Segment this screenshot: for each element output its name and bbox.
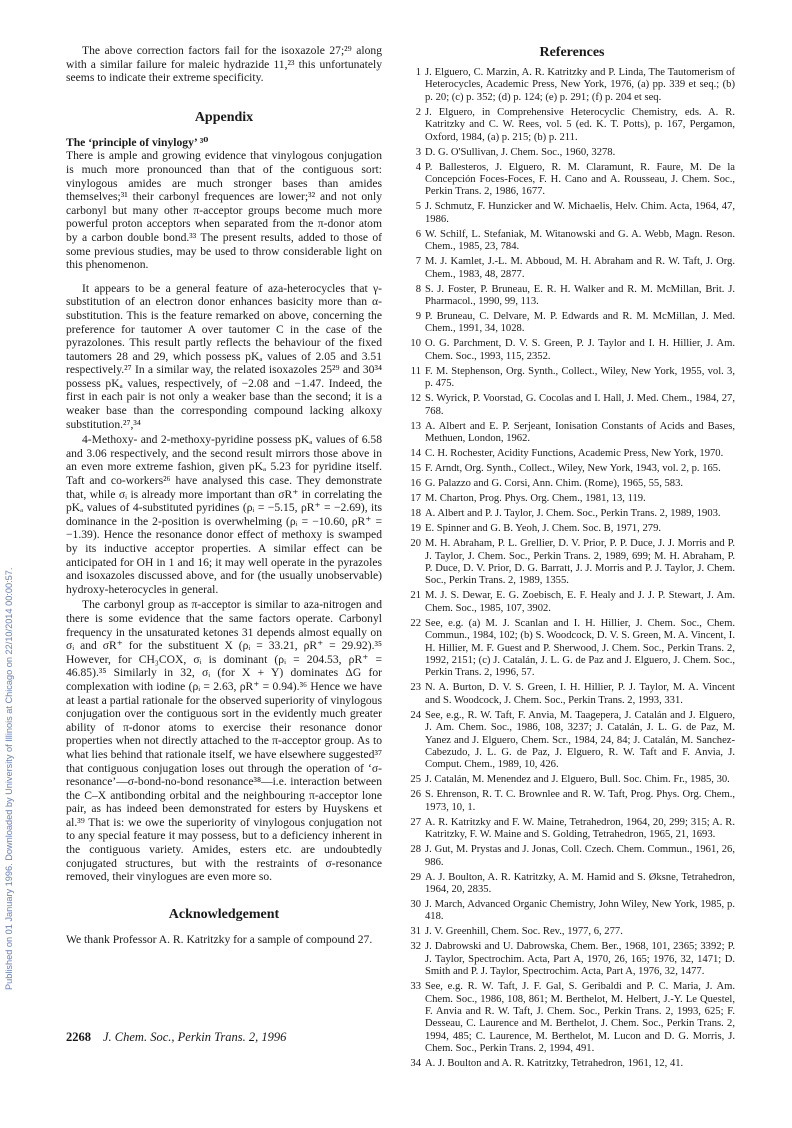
reference-number: 29: [410, 871, 421, 883]
reference-number: 9: [415, 311, 421, 323]
reference-text: S. Ehrenson, R. T. C. Brownlee and R. W. Taft, Prog. Phys. Org. Chem., 1973, 10, 1.: [425, 789, 735, 813]
journal-citation: J. Chem. Soc., Perkin Trans. 2, 1996: [103, 1030, 287, 1044]
reference-item: [409, 338, 735, 363]
reference-item: [409, 478, 735, 490]
reference-number: 12: [410, 393, 421, 405]
reference-number: 32: [410, 941, 421, 953]
reference-item: [409, 107, 735, 144]
reference-text: See, e.g., R. W. Taft, F. Anvia, M. Taagepera, J. Catalán and J. Elguero, J. Am. Chem. Soc., 1986, 108, 3237; J. Catalán, J. L. G. de Paz, M. Yanez and J. Elguero, Chem. Scr., 1984, 24, 84; J. Catalán, M. Sanchez-Cabezudo, J. L. G. de Paz, J. Elguero, R. W. Taft and F. Anvia, J. Comput. Chem., 1989, 10, 426.: [425, 709, 735, 771]
reference-text: J. Elguero, in Comprehensive Heterocyclic Chemistry, eds. A. R. Katritzky and C. W. Rees, vol. 5 (ed. K. T. Potts), p. 167, Pergamon, Oxford, 1984, (a) p. 215; (b) p. 211.: [425, 106, 735, 143]
reference-text: J. March, Advanced Organic Chemistry, John Wiley, New York, 1985, p. 418.: [425, 899, 735, 923]
reference-item: [409, 147, 735, 159]
reference-number: 28: [410, 844, 421, 856]
acknowledgement-text: We thank Professor A. R. Katritzky for a sample of compound 27.: [66, 932, 373, 946]
reference-number: 2: [415, 106, 421, 118]
reference-number: 16: [410, 478, 421, 490]
reference-text: J. V. Greenhill, Chem. Soc. Rev., 1977, 6, 277.: [425, 926, 623, 938]
reference-text: P. Bruneau, C. Delvare, M. P. Edwards and R. M. McMillan, J. Med. Chem., 1991, 34, 1028.: [425, 311, 735, 335]
body-paragraph-4: The carbonyl group as π-acceptor is similar to aza-nitrogen and there is some evidence that the same factors operate. Carbonyl frequency in the unsaturated ketones 31 depends almost equally on σᵢ and σR⁺ for the substituent X (ρᵢ = 33.21, ρR⁺ = 29.92).³⁵ However, for CH₃COX, σᵢ is dominant (ρᵢ = 204.53, ρR⁺ = 46.85).³⁵ Similarly in 32, σᵢ (for X + Y) dominates ΔG for complexation with iodine (ρᵢ = 2.63, ρR⁺ = 0.94).³⁶ Hence we have at least a partial rationale for the observed superiority of vinylogous conjugation over the contiguous sort in the evidently much greater ability of π-donor atoms to exercise their resonance donor properties when not directly attached to the π-acceptor group. As to what lies behind that rationale itself, we have elsewhere suggested³⁷ that contiguous conjugation loses out through the operation of ‘σ-resonance’—σ-bond-no-bond resonance³⁸—i.e. interaction between the C–X antibonding orbital and the neighbouring π-acceptor lone pair, as has indeed been demonstrated for esters by Huyskens et al.³⁹ That is: we owe the superiority of vinylogous conjugation not to any special feature it may possess, but to a deficiency inherent in the contiguous variety. Amides, esters etc. are undoubtedly conjugated structures, but with the restraints of σ-resonance removed, their vinylogues are even more so.: [66, 598, 382, 884]
reference-item: [409, 1058, 735, 1070]
reference-item: [409, 590, 735, 615]
reference-text: A. Albert and P. J. Taylor, J. Chem. Soc., Perkin Trans. 2, 1989, 1903.: [425, 508, 721, 520]
reference-number: 30: [410, 899, 421, 910]
reference-text: S. J. Foster, P. Bruneau, E. R. H. Walker and R. M. McMillan, Brit. J. Pharmacol., 1990, 99, 113.: [425, 283, 735, 308]
download-watermark: [2, 300, 16, 990]
reference-item: [409, 421, 735, 446]
reference-list: [409, 67, 735, 1071]
reference-item: [409, 493, 735, 505]
reference-item: [409, 682, 735, 707]
reference-item: [409, 508, 735, 520]
reference-item: [409, 926, 735, 938]
reference-number: 15: [410, 463, 421, 475]
reference-text: M. Charton, Prog. Phys. Org. Chem., 1981, 13, 119.: [425, 493, 646, 505]
reference-item: [409, 981, 735, 1055]
reference-item: [409, 844, 735, 869]
reference-number: 21: [410, 590, 421, 602]
reference-number: 11: [410, 365, 421, 377]
reference-item: [409, 618, 735, 680]
reference-number: 5: [415, 201, 421, 213]
reference-number: 31: [410, 926, 421, 938]
left-column: [66, 44, 382, 946]
reference-text: J. Catalán, M. Menendez and J. Elguero, Bull. Soc. Chim. Fr., 1985, 30.: [425, 774, 730, 786]
reference-text: F. Arndt, Org. Synth., Collect., Wiley, New York, 1943, vol. 2, p. 165.: [425, 463, 721, 475]
reference-text: E. Spinner and G. B. Yeoh, J. Chem. Soc. B, 1971, 279.: [425, 523, 662, 535]
reference-number: 6: [415, 228, 421, 240]
reference-number: 34: [410, 1058, 421, 1070]
reference-text: A. R. Katritzky and F. W. Maine, Tetrahedron, 1964, 20, 299; 315; A. R. Katritzky, F. W. Maine and S. Golding, Tetrahedron, 1965, 21, 1693.: [425, 816, 735, 841]
reference-text: A. Albert and E. P. Serjeant, Ionisation Constants of Acids and Bases, Methuen, London, 1962.: [425, 420, 735, 445]
reference-number: 26: [410, 789, 421, 801]
reference-item: [409, 710, 735, 772]
body-paragraph-3: 4-Methoxy- and 2-methoxy-pyridine possess pKₐ values of 6.58 and 3.06 respectively, and the second result mirrors those above in an even more extreme fashion, given pKₐ 5.23 for pyridine itself. Taft and co-workers²⁶ have analysed this case. They demonstrate that, while σᵢ is already more important than σR⁺ in correlating the pKₐ values of 4-substituted pyridines (ρᵢ = −5.15, ρR⁺ = −2.69), its dominance in the 2-position is overwhelming (ρᵢ = −10.60, ρR⁺ = −1.39). Hence the resonance donor effect of methoxy is swamped by its inductive acceptor properties. A similar effect can be anticipated for OH in 1 and 16; it may well operate in the pyrazoles and isoxazoles discussed above, and for (the usually unobservable) hydroxy-heterocycles in general.: [66, 433, 382, 596]
reference-text: M. J. Kamlet, J.-L. M. Abboud, M. H. Abraham and R. W. Taft, J. Org. Chem., 1983, 48, 2877.: [425, 256, 735, 280]
references-column: [409, 44, 735, 1073]
reference-text: C. H. Rochester, Acidity Functions, Academic Press, New York, 1970.: [425, 448, 724, 460]
reference-number: 1: [415, 67, 421, 78]
reference-text: O. G. Parchment, D. V. S. Green, P. J. Taylor and I. H. Hillier, J. Am. Chem. Soc., 1993, 115, 2352.: [425, 338, 735, 362]
reference-text: J. Dabrowski and U. Dabrowska, Chem. Ber., 1968, 101, 2365; 3392; P. J. Taylor, Spectrochim. Acta, Part A, 1970, 26, 165; 1976, 32, 1471; D. Smith and P. J. Taylor, Spectrochim. Acta, Part A, 1976, 32, 1477.: [425, 941, 735, 978]
reference-text: See, e.g. R. W. Taft, J. F. Gal, S. Geribaldi and P. C. Maria, J. Am. Chem. Soc., 1986, 108, 861; M. Berthelot, M. Helbert, J.-Y. Le Questel, F. Anvia and R. W. Taft, J. Chem. Soc., Perkin Trans. 2, 1993, 625; F. Desseau, C. Laurence and M. Berthelot, J. Chem. Soc., Perkin Trans. 2, 1994, 485; C. Laurence, M. Berthelot, M. Lucon and D. G. Morris, J. Chem. Soc., Perkin Trans. 2, 1994, 491.: [425, 981, 735, 1055]
reference-item: [409, 284, 735, 309]
reference-number: 8: [415, 283, 421, 295]
download-watermark-text: Published on 01 January 1996. Downloaded by University of Illinois at Chicago on 22/10/2014 00:00:57.: [4, 567, 14, 990]
page-number: 2268: [66, 1030, 91, 1044]
reference-number: 14: [410, 448, 421, 460]
reference-item: [409, 941, 735, 978]
page-footer: [66, 1030, 286, 1045]
reference-number: 23: [410, 682, 421, 694]
reference-number: 25: [410, 774, 421, 786]
intro-paragraph: The above correction factors fail for the isoxazole 27;²⁹ along with a similar failure for maleic hydrazide 11,²³ this unfortunately seems to indicate their extreme specificity.: [66, 44, 382, 85]
reference-item: [409, 523, 735, 535]
reference-number: 20: [410, 538, 421, 550]
reference-number: 3: [415, 146, 421, 158]
body-paragraph-1: There is ample and growing evidence that vinylogous conjugation is much more pronounced than that of the contiguous sort: vinylogous amides are much stronger bases than amides themselves;³¹ their carbonyl frequences are lower;³² and not only carbonyl but many other π-acceptor groups become much more powerful proton acceptors when separated from the π-donor atom by a carbon double bond.³³ The present results, added to those of some previous studies, may be used to throw considerable light on this phenomenon.: [66, 149, 382, 272]
reference-item: [409, 201, 735, 226]
reference-number: 13: [410, 420, 421, 432]
reference-text: A. J. Boulton and A. R. Katritzky, Tetrahedron, 1961, 12, 41.: [425, 1058, 684, 1070]
reference-item: [409, 393, 735, 418]
reference-text: A. J. Boulton, A. R. Katritzky, A. M. Hamid and S. Øksne, Tetrahedron, 1964, 20, 2835.: [425, 871, 735, 895]
reference-item: [409, 311, 735, 336]
reference-number: 10: [410, 338, 421, 350]
reference-item: [409, 256, 735, 281]
reference-item: [409, 538, 735, 588]
reference-item: [409, 366, 735, 391]
reference-text: D. G. O'Sullivan, J. Chem. Soc., 1960, 3278.: [425, 146, 616, 158]
reference-text: J. Elguero, C. Marzin, A. R. Katritzky and P. Linda, The Tautomerism of Heterocycles, Academic Press, New York, 1976, (a) pp. 339 et seq.; (b) p. 20; (c) p. 352; (d) p. 124; (e) p. 291; (f) p. 204 et seq.: [425, 67, 735, 103]
reference-number: 19: [410, 523, 421, 535]
reference-number: 17: [410, 493, 421, 505]
reference-item: [409, 162, 735, 199]
appendix-heading: Appendix: [194, 109, 254, 125]
reference-number: 18: [410, 508, 421, 520]
reference-number: 7: [415, 256, 421, 268]
reference-item: [409, 67, 735, 104]
reference-item: [409, 774, 735, 786]
reference-number: 27: [410, 816, 421, 828]
reference-text: P. Ballesteros, J. Elguero, R. M. Claramunt, R. Faure, M. De la Concepción Foces-Foces, F. H. Cano and A. Rousseau, J. Chem. Soc., Perkin Trans. 2, 1986, 1677.: [425, 161, 735, 198]
reference-text: F. M. Stephenson, Org. Synth., Collect., Wiley, New York, 1955, vol. 3, p. 475.: [425, 365, 735, 390]
reference-number: 24: [410, 709, 421, 721]
reference-text: G. Palazzo and G. Corsi, Ann. Chim. (Rome), 1965, 55, 583.: [425, 478, 684, 490]
reference-text: See, e.g. (a) M. J. Scanlan and I. H. Hillier, J. Chem. Soc., Chem. Commun., 1984, 102; (b) S. Woodcock, D. V. S. Green, M. A. Vincent, I. H. Hillier, M. F. Guest and P. Sherwood, J. Chem. Soc., Perkin Trans. 2, 1992, 2151; (c) J. Catalán, J. L. G. de Paz and J. Elguero, J. Chem. Soc., Perkin Trans. 2, 1996, 57.: [425, 617, 735, 679]
body-paragraph-2: It appears to be a general feature of aza-heterocycles that γ-substitution of an electron donor enhances basicity more than α-substitution. This is the feature remarked on above, concerning the preference for tautomer A over tautomer C in the case of the pyrazolones. This result partly reflects the behaviour of the fixed tautomers 28 and 29, which possess pKₐ values of 2.05 and 3.51 respectively.²⁷ In a similar way, the related isoxazoles 25²⁹ and 30³⁴ possess pKₐ values, respectively, of −2.08 and −1.47. Indeed, the first in each pair is not only a weaker base than the second; it is a weaker base than the corresponding compound lacking alkoxy substitution.²⁷,³⁴: [66, 281, 382, 431]
reference-text: J. Schmutz, F. Hunzicker and W. Michaelis, Helv. Chim. Acta, 1964, 47, 1986.: [425, 201, 735, 225]
reference-number: 33: [410, 981, 421, 993]
reference-number: 4: [415, 161, 421, 173]
reference-text: N. A. Burton, D. V. S. Green, I. H. Hillier, P. J. Taylor, M. A. Vincent and S. Woodcock, J. Chem. Soc., Perkin Trans. 2, 1993, 331.: [425, 682, 735, 706]
reference-item: [409, 817, 735, 842]
reference-item: [409, 899, 735, 924]
reference-text: J. Gut, M. Prystas and J. Jonas, Coll. Czech. Chem. Commun., 1961, 26, 986.: [425, 844, 735, 868]
acknowledgement-heading: Acknowledgement: [168, 906, 280, 922]
reference-item: [409, 872, 735, 897]
reference-number: 22: [410, 617, 421, 629]
reference-text: M. J. S. Dewar, E. G. Zoebisch, E. F. Healy and J. J. P. Stewart, J. Am. Chem. Soc., 1985, 107, 3902.: [425, 590, 735, 614]
reference-item: [409, 448, 735, 460]
vinylogy-subheading: The ‘principle of vinylogy’ ³⁰: [66, 135, 209, 149]
references-heading: References: [539, 45, 605, 60]
reference-item: [409, 463, 735, 475]
reference-text: W. Schilf, L. Stefaniak, M. Witanowski and G. A. Webb, Magn. Reson. Chem., 1985, 23, 784.: [425, 228, 735, 253]
reference-item: [409, 229, 735, 254]
reference-text: S. Wyrick, P. Voorstad, G. Cocolas and I. Hall, J. Med. Chem., 1984, 27, 768.: [425, 393, 735, 417]
reference-item: [409, 789, 735, 814]
reference-text: M. H. Abraham, P. L. Grellier, D. V. Prior, P. P. Duce, J. J. Morris and P. J. Taylor, J. Chem. Soc., Perkin Trans. 2, 1989, 699; M. H. Abraham, P. P. Duce, D. V. Prior, D. G. Barratt, J. J. Morris and P. J. Taylor, J. Chem. Soc., Perkin Trans. 2, 1989, 1355.: [425, 538, 735, 587]
